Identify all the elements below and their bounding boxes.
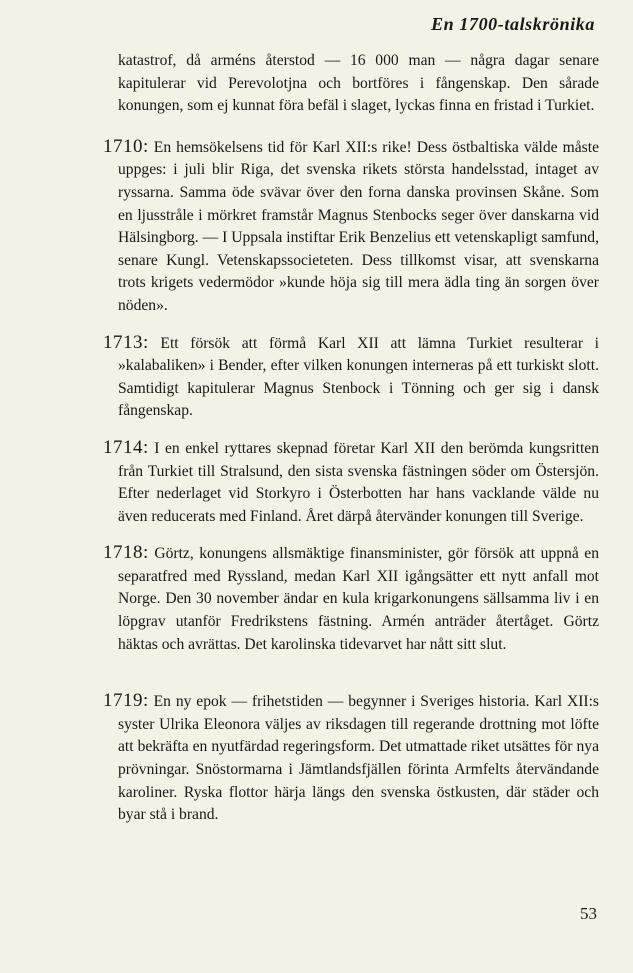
intro-paragraph xyxy=(103,50,599,118)
entry-year: 1713: xyxy=(103,331,149,353)
chronicle-entries xyxy=(103,50,599,827)
entry-text: Görtz, konungens allsmäktige finansminister, gör försök att uppnå en separatfred med Ryssland, medan Karl XII igångsätter ett nytt anfall mot Norge. Den 30 november ändar en kula krigarkonungens sällsamma liv i en löpgrav utanför Fredrikstens fästning. Armén anträder återtåget. Görtz häktas och avrättas. Det karolinska tidevarvet har nått sitt slut. xyxy=(118,545,599,653)
entry-text: I en enkel ryttares skepnad företar Karl XII den berömda kungsritten från Turkiet till Stralsund, den sista svenska fästningen söder om Östersjön. Efter nederlaget vid Storkyro i Österbotten har hans vacklande välde nu även reducerats med Finland. Året därpå återvänder konungen till Sverige. xyxy=(118,439,599,525)
entry-1719 xyxy=(103,690,599,827)
running-title: En 1700-talskrönika xyxy=(431,14,595,34)
entry-1718 xyxy=(103,542,599,656)
entry-year: 1710: xyxy=(103,135,149,157)
entry-1714 xyxy=(103,437,599,528)
entry-year: 1714: xyxy=(103,436,149,458)
entry-year: 1719: xyxy=(103,690,149,712)
intro-text: katastrof, då arméns återstod — 16 000 man — några dagar senare kapitulerar vid Perevolotjna och bortföres i fångenskap. Den sårade konungen, som ej kunnat föra befäl i slaget, lyckas finna en fristad i Turkiet. xyxy=(118,52,599,115)
page-number: 53 xyxy=(580,904,597,923)
entry-1713 xyxy=(103,332,599,423)
entry-year: 1718: xyxy=(103,542,149,564)
entry-text: En hemsökelsens tid för Karl XII:s rike! Dess östbaltiska välde måste uppges: i juli blir Riga, det svenska rikets största handelsstad, intaget av ryssarna. Samma öde svävar över den forna danska provinsen Skåne. Som en ljusstråle i mörkret framstår Magnus Stenbocks seger över danskarna vid Hälsingborg. — I Uppsala instiftar Erik Benzelius ett vetenskapligt samfund, senare Kungl. Vetenskapssocieteten. Dess tillkomst visar, att svenskarna trots krigets vedermödor »kunde höja sig till mera ädla ting än sorgen över nöden». xyxy=(118,138,599,314)
entry-text: Ett försök att förmå Karl XII att lämna Turkiet resulterar i »kalabaliken» i Bender, efter vilken konungen interneras på ett turkiskt slott. Samtidigt kapitulerar Magnus Stenbock i Tönning och ger sig i dansk fångenskap. xyxy=(118,334,599,420)
entry-text: En ny epok — frihetstiden — begynner i Sveriges historia. Karl XII:s syster Ulrika Eleonora väljes av riksdagen till regerande drottning mot löfte att bekräfta en nyutfärdad regeringsform. Det utmattade riket utsättes för nya prövningar. Snöstormarna i Jämtlandsfjällen förinta Armfelts återvändande karoliner. Ryska flottor härja längs den svenska östkusten, där städer och byar stå i brand. xyxy=(118,693,599,824)
entry-1710 xyxy=(103,136,599,318)
